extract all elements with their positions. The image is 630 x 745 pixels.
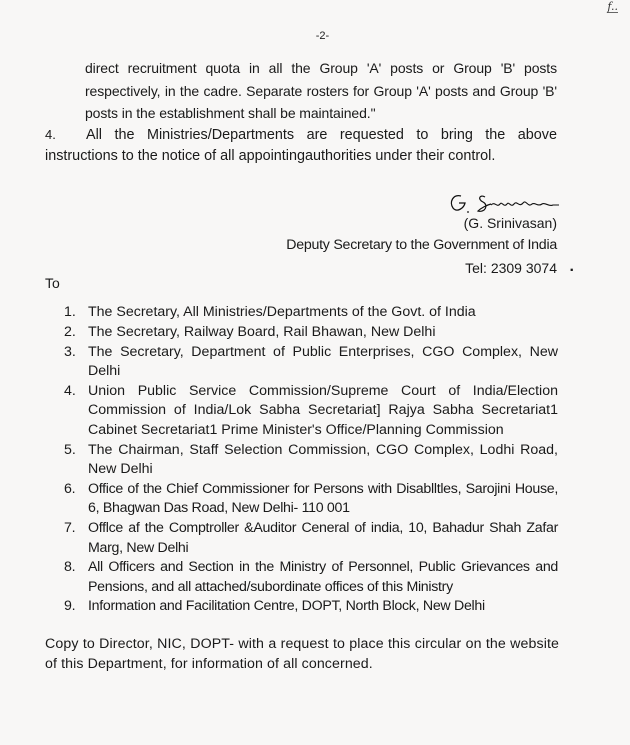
- addressee-text: The Secretary, Railway Board, Rail Bhawan, New Delhi: [88, 324, 436, 341]
- addressee-text: Union Public Service Commission/Supreme Court of India/Election Commission of India/Lok Sabha Secretariat] Rajya Sabha Secretariat1 Cabinet Secretariat1 Prime Minister's Office/Planning Commission: [88, 382, 558, 439]
- addressee-item: [64, 303, 558, 323]
- addressee-number: 7.: [64, 520, 76, 537]
- signatory-telephone: Tel: 2309 3074: [465, 260, 557, 276]
- corner-annotation: f..: [607, 0, 618, 13]
- addressee-text: All Officers and Section in the Ministry of Personnel, Public Grievances and Pensions, and all attached/subordinate offices of this Ministry: [88, 559, 558, 595]
- addressee-text: The Chairman, Staff Selection Commission, CGO Complex, Lodhi Road, New Delhi: [88, 441, 558, 478]
- addressee-item: [64, 441, 558, 480]
- addressee-item: [64, 382, 558, 441]
- addressee-number: 9.: [64, 598, 76, 615]
- addressee-item: [64, 597, 558, 617]
- addressee-number: 8.: [64, 559, 76, 576]
- addressee-number: 5.: [64, 441, 76, 458]
- addressee-item: [64, 480, 558, 519]
- quoted-paragraph: direct recruitment quota in all the Group 'A' posts or Group 'B' posts respectively, in the cadre. Separate rosters for Group 'A' posts and Group 'B' posts in the establishment shall be maintained.": [85, 60, 557, 121]
- signatory-name: (G. Srinivasan): [463, 215, 557, 231]
- addressee-number: 3.: [64, 343, 76, 360]
- addressee-text: Offlce af the Comptroller &Auditor Ceneral of india, 10, Bahadur Shah Zafar Marg, New Delhi: [88, 520, 558, 556]
- addressee-text: Information and Facilitation Centre, DOPT, North Block, New Delhi: [88, 598, 485, 615]
- addressee-number: 2.: [64, 324, 76, 341]
- page-number: -2-: [315, 30, 330, 42]
- addressee-text: The Secretary, Department of Public Enterprises, CGO Complex, New Delhi: [88, 343, 558, 380]
- addressee-list: [64, 303, 558, 617]
- handwritten-signature: [447, 188, 577, 218]
- addressee-number: 1.: [64, 304, 76, 320]
- addressee-item: [64, 519, 558, 558]
- to-label: To: [45, 275, 60, 291]
- addressee-number: 6.: [64, 480, 76, 497]
- signatory-designation: Deputy Secretary to the Government of India: [286, 237, 557, 253]
- paragraph-text: All the Ministries/Departments are requested to bring the above instructions to the notice of all appointingauthorities under their control.: [45, 127, 557, 164]
- paragraph-4: [45, 124, 557, 167]
- stray-mark: .: [569, 258, 574, 275]
- paragraph-number: 4.: [45, 127, 56, 142]
- addressee-text: Office of the Chief Commissioner for Persons with Disablltles, Sarojini House, 6, Bhagwan Das Road, New Delhi- 110 001: [88, 480, 558, 517]
- addressee-item: [64, 558, 558, 597]
- addressee-item: [64, 323, 558, 343]
- copy-to-paragraph: Copy to Director, NIC, DOPT- with a request to place this circular on the website of this Department, for information of all concerned.: [45, 636, 559, 672]
- addressee-number: 4.: [64, 382, 76, 399]
- addressee-text: The Secretary, All Ministries/Departments of the Govt. of India: [88, 304, 476, 320]
- addressee-item: [64, 343, 558, 382]
